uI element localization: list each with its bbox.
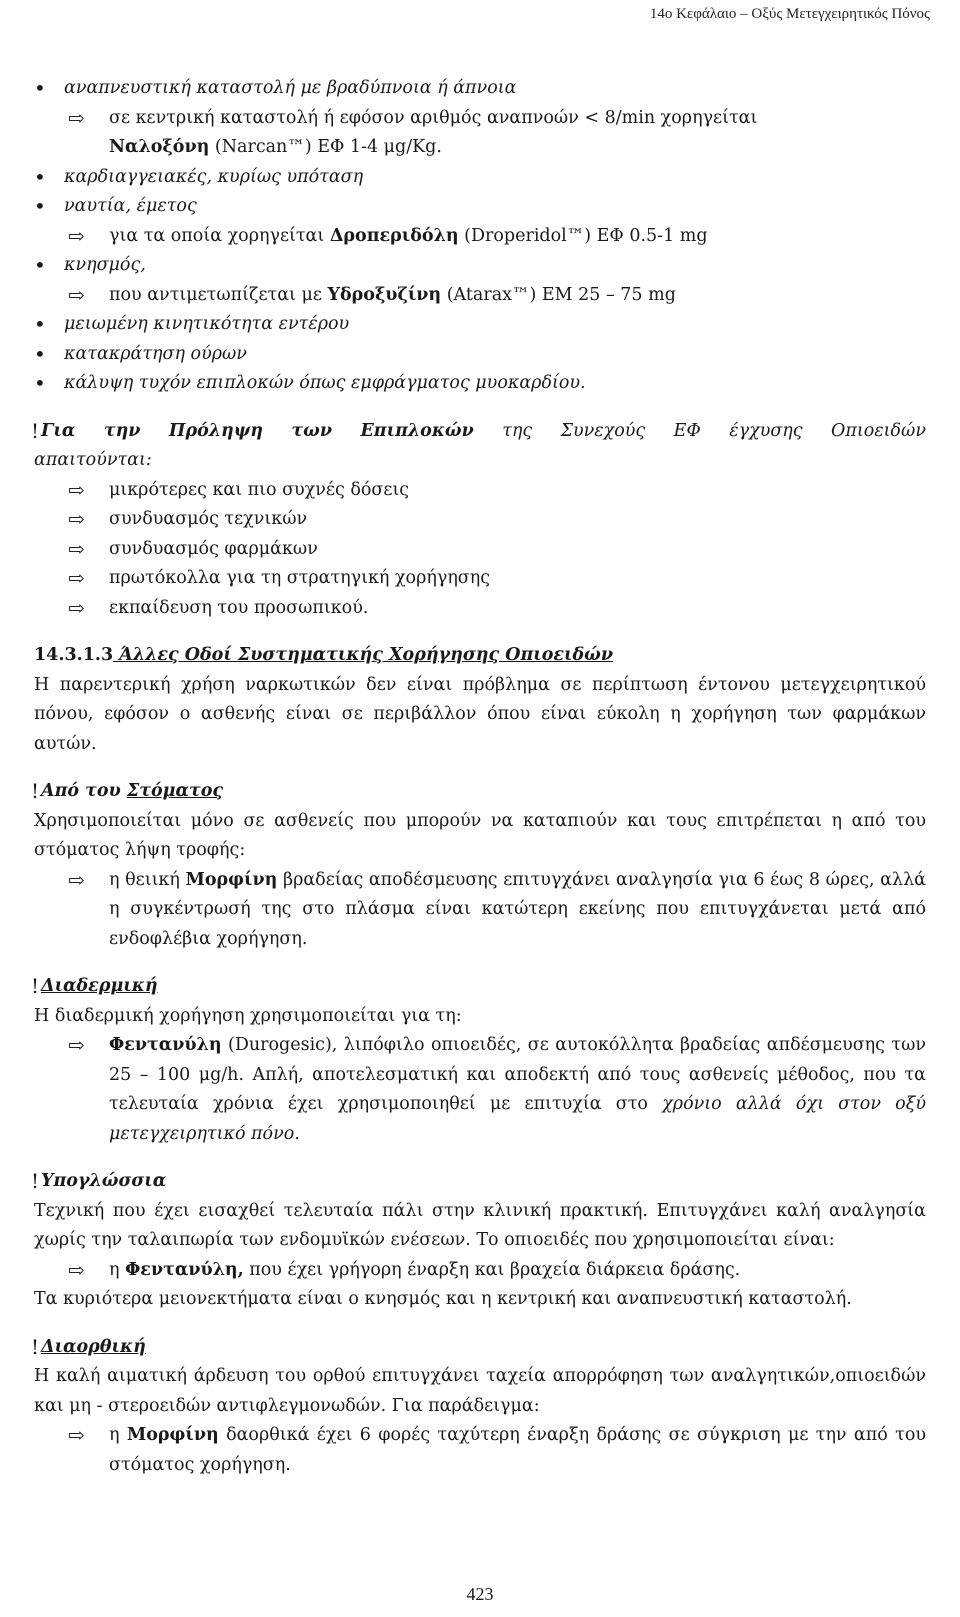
arrow-item: ⇨ η Φεντανύλη, που έχει γρήγορη έναρξη και βραχεία διάρκεια δράσης. (34, 1256, 926, 1286)
exclamation-icon: ! (31, 418, 40, 443)
arrow-right-icon: ⇨ (68, 105, 85, 130)
arrow-item: ⇨ συνδυασμός φαρμάκων (34, 535, 926, 565)
arrow-right-icon: ⇨ (68, 477, 85, 502)
arrow-right-icon: ⇨ (68, 867, 85, 892)
section-intro: Η παρεντερική χρήση ναρκωτικών δεν είναι πρόβλημα σε περίπτωση έντονου μετεγχειρητικού πόνου, εφόσον ο ασθενής είναι σε περιβάλλον όπου είναι εύκολη η χορήγηση των φαρμάκων αυτών. (34, 674, 926, 754)
arrow-right-icon: ⇨ (68, 223, 85, 248)
section-heading: 14.3.1.3 Άλλες Οδοί Συστηματικής Χορήγησης Οπιοειδών (34, 645, 613, 665)
sublingual-text: Τεχνική που έχει εισαχθεί τελευταία πάλι στην κλινική πρακτική. Επιτυγχάνει καλή αναλγησία χωρίς την ταλαιπωρία των ενδομυϊκών ενέσεων. Το οπιοειδές που χρησιμοποιείται είναι: (34, 1200, 926, 1250)
arrow-right-icon: ⇨ (68, 1423, 85, 1447)
arrow-item: ⇨ εκπαίδευση του προσωπικού. (34, 594, 926, 624)
arrow-right-icon: ⇨ (68, 1033, 85, 1057)
arrow-right-icon: ⇨ (68, 595, 85, 620)
list-item: • κνησμός, (34, 251, 926, 281)
prevention-lead: ! Για την Πρόληψη των Επιπλοκών της Συνεχούς ΕΦ έγχυσης Οπιοειδών (34, 417, 926, 447)
rectal-heading: ! Διαορθική (34, 1333, 926, 1363)
list-item: • αναπνευστική καταστολή με βραδύπνοια ή άπνοια (34, 74, 926, 104)
arrow-item: ⇨ μικρότερες και πιο συχνές δόσεις (34, 476, 926, 506)
page-content (31, 74, 926, 1480)
list-item: • κάλυψη τυχόν επιπλοκών όπως εμφράγματος μυοκαρδίου. (34, 369, 926, 399)
exclamation-icon: ! (31, 974, 40, 998)
exclamation-icon: ! (31, 1334, 40, 1359)
arrow-item: ⇨ που αντιμετωπίζεται με Υδροξυζίνη (Atarax™) ΕΜ 25 – 75 mg (34, 281, 926, 311)
arrow-item: ⇨ πρωτόκολλα για τη στρατηγική χορήγησης (34, 564, 926, 594)
transdermal-heading: ! Διαδερμική (34, 972, 926, 1002)
oral-heading: ! Από του Στόματος (34, 777, 926, 807)
arrow-right-icon: ⇨ (68, 507, 85, 531)
arrow-item: ⇨ σε κεντρική καταστολή ή εφόσον αριθμός αναπνοών < 8/min χορηγείται Ναλοξόνη (Narcan™) ΕΦ 1-4 μg/Kg. (68, 105, 758, 157)
sublingual-after: Τα κυριότερα μειονεκτήματα είναι ο κνησμός και η κεντρική και αναπνευστική καταστολή. (34, 1289, 852, 1309)
oral-text: Χρησιμοποιείται μόνο σε ασθενείς που μπορούν να καταπιούν και τους επιτρέπεται η από του στόματος λήψη τροφής: (34, 810, 926, 860)
exclamation-icon: ! (31, 1169, 40, 1193)
arrow-right-icon: ⇨ (68, 566, 85, 590)
list-item: • μειωμένη κινητικότητα εντέρου (34, 310, 926, 340)
arrow-right-icon: ⇨ (68, 536, 85, 561)
arrow-item: ⇨ η Μορφίνη δαορθικά έχει 6 φορές ταχύτερη έναρξη δράσης σε σύγκριση με την από του στόματος χορήγηση. (68, 1423, 926, 1475)
rectal-text: Η καλή αιματική άρδευση του ορθού επιτυγχάνει ταχεία απορρόφηση των αναλγητικών,οπιοειδών και μη - στεροειδών αντιφλεγμονωδών. Για παράδειγμα: (34, 1366, 926, 1416)
arrow-item: ⇨ Φεντανύλη (Durogesic), λιπόφιλο οπιοειδές, σε αυτοκόλλητα βραδείας απδέσμευσης των 25 – 100 μg/h. Απλή, αποτελεσματική και αποδεκτή από τους ασθενείς μέθοδος, που τα τελευταία χρόνια έχει χρησιμοποιηθεί με επιτυχία στο χρόνιο αλλά όχι στον οξύ μετεγχειρητικό πόνο. (68, 1033, 926, 1144)
arrow-right-icon: ⇨ (68, 1257, 85, 1282)
list-item: • ναυτία, έμετος (34, 192, 926, 222)
list-item: • κατακράτηση ούρων (34, 340, 926, 370)
arrow-item: ⇨ συνδυασμός τεχνικών (34, 505, 926, 535)
list-item: • καρδιαγγειακές, κυρίως υπόταση (34, 163, 926, 193)
running-header: 14ο Κεφάλαιο – Οξύς Μετεγχειρητικός Πόνος (649, 6, 930, 22)
prevention-lead-line2: απαιτούνται: (34, 450, 152, 470)
page-number: 423 (466, 1584, 494, 1604)
sublingual-heading: ! Υπογλώσσια (34, 1167, 926, 1197)
transdermal-text: Η διαδερμική χορήγηση χρησιμοποιείται για τη: (34, 1005, 462, 1026)
exclamation-icon: ! (31, 779, 40, 803)
arrow-item: ⇨ η θειική Μορφίνη βραδείας αποδέσμευσης επιτυγχάνει αναλγησία για 6 έως 8 ώρες, αλλά η συγκέντρωσή της στο πλάσμα είναι κατώτερη εκείνης που επιτυγχάνεται μετά από ενδοφλέβια χορήγηση. (68, 867, 926, 949)
arrow-item: ⇨ για τα οποία χορηγείται Δροπεριδόλη (Droperidol™) ΕΦ 0.5-1 mg (34, 222, 926, 252)
arrow-right-icon: ⇨ (68, 282, 85, 307)
